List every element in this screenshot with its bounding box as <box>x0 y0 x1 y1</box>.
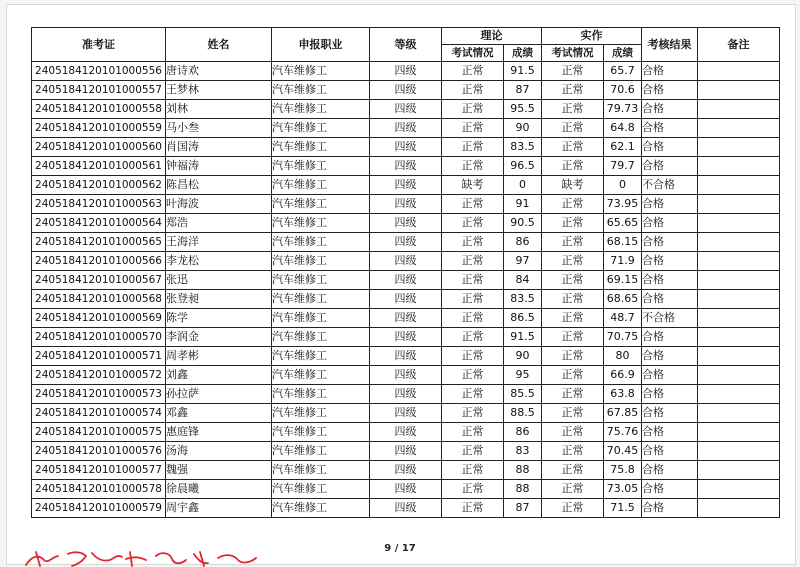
cell-exam-id: 2405184120101000558 <box>32 100 166 119</box>
table-row <box>32 176 780 195</box>
cell-practice-status: 正常 <box>542 366 604 385</box>
cell-level: 四级 <box>370 195 442 214</box>
cell-practice-score: 75.76 <box>604 423 642 442</box>
cell-practice-score: 64.8 <box>604 119 642 138</box>
cell-occupation: 汽车维修工 <box>272 252 370 271</box>
cell-theory-score: 83.5 <box>504 138 542 157</box>
cell-occupation: 汽车维修工 <box>272 385 370 404</box>
cell-practice-status: 正常 <box>542 385 604 404</box>
cell-result: 合格 <box>642 385 698 404</box>
cell-remarks <box>698 499 780 518</box>
cell-practice-status: 正常 <box>542 100 604 119</box>
cell-name: 魏强 <box>166 461 272 480</box>
header-theory-status: 考试情况 <box>442 45 504 62</box>
cell-theory-score: 0 <box>504 176 542 195</box>
cell-practice-status: 正常 <box>542 404 604 423</box>
cell-theory-score: 88 <box>504 480 542 499</box>
cell-practice-status: 正常 <box>542 499 604 518</box>
cell-practice-score: 69.15 <box>604 271 642 290</box>
cell-name: 叶海波 <box>166 195 272 214</box>
cell-exam-id: 2405184120101000560 <box>32 138 166 157</box>
table-row <box>32 404 780 423</box>
table-body <box>32 62 780 518</box>
cell-practice-score: 71.5 <box>604 499 642 518</box>
cell-occupation: 汽车维修工 <box>272 309 370 328</box>
cell-name: 张迅 <box>166 271 272 290</box>
cell-practice-score: 66.9 <box>604 366 642 385</box>
cell-result: 合格 <box>642 138 698 157</box>
cell-result: 合格 <box>642 290 698 309</box>
cell-remarks <box>698 81 780 100</box>
header-remarks: 备注 <box>698 28 780 62</box>
cell-remarks <box>698 157 780 176</box>
cell-theory-status: 正常 <box>442 328 504 347</box>
cell-theory-score: 97 <box>504 252 542 271</box>
results-table <box>31 27 780 518</box>
cell-exam-id: 2405184120101000576 <box>32 442 166 461</box>
cell-exam-id: 2405184120101000569 <box>32 309 166 328</box>
cell-practice-score: 0 <box>604 176 642 195</box>
cell-name: 陈昌松 <box>166 176 272 195</box>
cell-theory-status: 正常 <box>442 461 504 480</box>
header-exam-id: 准考证 <box>32 28 166 62</box>
cell-occupation: 汽车维修工 <box>272 100 370 119</box>
cell-practice-score: 79.7 <box>604 157 642 176</box>
cell-practice-status: 正常 <box>542 423 604 442</box>
cell-level: 四级 <box>370 62 442 81</box>
cell-name: 邓鑫 <box>166 404 272 423</box>
cell-theory-status: 正常 <box>442 81 504 100</box>
table-row <box>32 119 780 138</box>
cell-name: 徐晨曦 <box>166 480 272 499</box>
cell-level: 四级 <box>370 176 442 195</box>
cell-occupation: 汽车维修工 <box>272 461 370 480</box>
cell-theory-status: 缺考 <box>442 176 504 195</box>
cell-practice-status: 正常 <box>542 252 604 271</box>
cell-exam-id: 2405184120101000577 <box>32 461 166 480</box>
header-theory: 理论 <box>442 28 542 45</box>
cell-occupation: 汽车维修工 <box>272 195 370 214</box>
cell-occupation: 汽车维修工 <box>272 480 370 499</box>
cell-practice-score: 73.05 <box>604 480 642 499</box>
cell-exam-id: 2405184120101000574 <box>32 404 166 423</box>
cell-remarks <box>698 62 780 81</box>
cell-practice-status: 正常 <box>542 233 604 252</box>
cell-name: 张登昶 <box>166 290 272 309</box>
cell-name: 钟福涛 <box>166 157 272 176</box>
cell-practice-status: 正常 <box>542 214 604 233</box>
cell-remarks <box>698 404 780 423</box>
cell-practice-score: 80 <box>604 347 642 366</box>
header-practice-status: 考试情况 <box>542 45 604 62</box>
cell-occupation: 汽车维修工 <box>272 138 370 157</box>
cell-theory-status: 正常 <box>442 404 504 423</box>
cell-theory-status: 正常 <box>442 100 504 119</box>
table-row <box>32 442 780 461</box>
header-practice: 实作 <box>542 28 642 45</box>
cell-theory-score: 91.5 <box>504 62 542 81</box>
cell-level: 四级 <box>370 366 442 385</box>
cell-theory-score: 87 <box>504 499 542 518</box>
table-row <box>32 385 780 404</box>
cell-practice-status: 正常 <box>542 195 604 214</box>
cell-occupation: 汽车维修工 <box>272 423 370 442</box>
cell-exam-id: 2405184120101000567 <box>32 271 166 290</box>
cell-result: 合格 <box>642 442 698 461</box>
cell-practice-status: 正常 <box>542 309 604 328</box>
cell-occupation: 汽车维修工 <box>272 328 370 347</box>
cell-practice-score: 67.85 <box>604 404 642 423</box>
cell-remarks <box>698 347 780 366</box>
header-practice-score: 成绩 <box>604 45 642 62</box>
cell-remarks <box>698 461 780 480</box>
cell-theory-score: 91 <box>504 195 542 214</box>
cell-theory-status: 正常 <box>442 138 504 157</box>
cell-level: 四级 <box>370 290 442 309</box>
cell-practice-status: 正常 <box>542 157 604 176</box>
cell-level: 四级 <box>370 404 442 423</box>
cell-remarks <box>698 271 780 290</box>
cell-result: 合格 <box>642 252 698 271</box>
cell-exam-id: 2405184120101000565 <box>32 233 166 252</box>
table-row <box>32 423 780 442</box>
cell-theory-score: 90 <box>504 119 542 138</box>
cell-remarks <box>698 366 780 385</box>
cell-level: 四级 <box>370 347 442 366</box>
cell-theory-score: 95.5 <box>504 100 542 119</box>
cell-result: 合格 <box>642 328 698 347</box>
cell-level: 四级 <box>370 233 442 252</box>
cell-theory-status: 正常 <box>442 499 504 518</box>
cell-theory-status: 正常 <box>442 290 504 309</box>
cell-occupation: 汽车维修工 <box>272 442 370 461</box>
cell-exam-id: 2405184120101000571 <box>32 347 166 366</box>
cell-remarks <box>698 442 780 461</box>
cell-practice-status: 正常 <box>542 347 604 366</box>
cell-theory-status: 正常 <box>442 233 504 252</box>
cell-theory-status: 正常 <box>442 385 504 404</box>
cell-practice-status: 正常 <box>542 480 604 499</box>
cell-remarks <box>698 176 780 195</box>
cell-remarks <box>698 119 780 138</box>
cell-exam-id: 2405184120101000578 <box>32 480 166 499</box>
cell-level: 四级 <box>370 461 442 480</box>
cell-theory-score: 90 <box>504 347 542 366</box>
header-theory-score: 成绩 <box>504 45 542 62</box>
cell-result: 合格 <box>642 214 698 233</box>
cell-practice-score: 73.95 <box>604 195 642 214</box>
cell-practice-score: 70.6 <box>604 81 642 100</box>
cell-practice-score: 68.15 <box>604 233 642 252</box>
cell-result: 不合格 <box>642 176 698 195</box>
header-result: 考核结果 <box>642 28 698 62</box>
cell-name: 汤海 <box>166 442 272 461</box>
cell-name: 周宇鑫 <box>166 499 272 518</box>
table-row <box>32 214 780 233</box>
cell-result: 合格 <box>642 157 698 176</box>
cell-level: 四级 <box>370 214 442 233</box>
cell-result: 合格 <box>642 347 698 366</box>
cell-practice-status: 正常 <box>542 138 604 157</box>
cell-remarks <box>698 290 780 309</box>
cell-result: 合格 <box>642 81 698 100</box>
cell-exam-id: 2405184120101000570 <box>32 328 166 347</box>
table-row <box>32 81 780 100</box>
cell-practice-score: 63.8 <box>604 385 642 404</box>
cell-theory-score: 84 <box>504 271 542 290</box>
cell-occupation: 汽车维修工 <box>272 157 370 176</box>
cell-name: 王海洋 <box>166 233 272 252</box>
table-row <box>32 347 780 366</box>
cell-occupation: 汽车维修工 <box>272 214 370 233</box>
cell-name: 惠庭锋 <box>166 423 272 442</box>
cell-exam-id: 2405184120101000564 <box>32 214 166 233</box>
cell-name: 郑浩 <box>166 214 272 233</box>
cell-practice-score: 70.75 <box>604 328 642 347</box>
cell-occupation: 汽车维修工 <box>272 499 370 518</box>
cell-result: 合格 <box>642 195 698 214</box>
cell-occupation: 汽车维修工 <box>272 347 370 366</box>
cell-exam-id: 2405184120101000561 <box>32 157 166 176</box>
cell-remarks <box>698 195 780 214</box>
cell-level: 四级 <box>370 138 442 157</box>
cell-theory-score: 91.5 <box>504 328 542 347</box>
cell-occupation: 汽车维修工 <box>272 404 370 423</box>
cell-remarks <box>698 138 780 157</box>
cell-level: 四级 <box>370 271 442 290</box>
cell-occupation: 汽车维修工 <box>272 176 370 195</box>
cell-occupation: 汽车维修工 <box>272 81 370 100</box>
cell-theory-score: 86.5 <box>504 309 542 328</box>
cell-theory-status: 正常 <box>442 480 504 499</box>
cell-exam-id: 2405184120101000559 <box>32 119 166 138</box>
cell-level: 四级 <box>370 309 442 328</box>
table-row <box>32 499 780 518</box>
cell-practice-score: 62.1 <box>604 138 642 157</box>
cell-level: 四级 <box>370 328 442 347</box>
cell-practice-status: 正常 <box>542 81 604 100</box>
cell-practice-score: 70.45 <box>604 442 642 461</box>
cell-exam-id: 2405184120101000568 <box>32 290 166 309</box>
cell-theory-score: 86 <box>504 233 542 252</box>
cell-theory-score: 86 <box>504 423 542 442</box>
cell-theory-score: 88 <box>504 461 542 480</box>
cell-name: 孙拉萨 <box>166 385 272 404</box>
cell-level: 四级 <box>370 252 442 271</box>
cell-occupation: 汽车维修工 <box>272 366 370 385</box>
table-row <box>32 328 780 347</box>
cell-result: 不合格 <box>642 309 698 328</box>
cell-level: 四级 <box>370 119 442 138</box>
cell-occupation: 汽车维修工 <box>272 62 370 81</box>
table-row <box>32 62 780 81</box>
cell-theory-status: 正常 <box>442 271 504 290</box>
cell-theory-status: 正常 <box>442 214 504 233</box>
table-row <box>32 290 780 309</box>
cell-exam-id: 2405184120101000562 <box>32 176 166 195</box>
cell-result: 合格 <box>642 423 698 442</box>
cell-remarks <box>698 328 780 347</box>
cell-theory-score: 95 <box>504 366 542 385</box>
cell-exam-id: 2405184120101000575 <box>32 423 166 442</box>
cell-exam-id: 2405184120101000573 <box>32 385 166 404</box>
table-row <box>32 100 780 119</box>
cell-practice-score: 48.7 <box>604 309 642 328</box>
cell-practice-status: 正常 <box>542 290 604 309</box>
cell-result: 合格 <box>642 271 698 290</box>
cell-level: 四级 <box>370 385 442 404</box>
cell-remarks <box>698 309 780 328</box>
cell-theory-score: 87 <box>504 81 542 100</box>
cell-theory-status: 正常 <box>442 195 504 214</box>
table-row <box>32 271 780 290</box>
header-level: 等级 <box>370 28 442 62</box>
cell-remarks <box>698 100 780 119</box>
cell-occupation: 汽车维修工 <box>272 233 370 252</box>
cell-name: 刘鑫 <box>166 366 272 385</box>
cell-theory-score: 83 <box>504 442 542 461</box>
cell-result: 合格 <box>642 404 698 423</box>
cell-level: 四级 <box>370 81 442 100</box>
cell-practice-score: 79.73 <box>604 100 642 119</box>
cell-remarks <box>698 480 780 499</box>
table-row <box>32 480 780 499</box>
cell-name: 周孝彬 <box>166 347 272 366</box>
table-row <box>32 138 780 157</box>
cell-name: 唐诗欢 <box>166 62 272 81</box>
cell-theory-status: 正常 <box>442 442 504 461</box>
cell-theory-status: 正常 <box>442 157 504 176</box>
cell-theory-score: 96.5 <box>504 157 542 176</box>
cell-practice-status: 正常 <box>542 119 604 138</box>
table-row <box>32 157 780 176</box>
cell-level: 四级 <box>370 442 442 461</box>
cell-level: 四级 <box>370 423 442 442</box>
cell-remarks <box>698 252 780 271</box>
cell-result: 合格 <box>642 62 698 81</box>
cell-exam-id: 2405184120101000557 <box>32 81 166 100</box>
cell-practice-status: 缺考 <box>542 176 604 195</box>
table-row <box>32 233 780 252</box>
cell-result: 合格 <box>642 499 698 518</box>
cell-level: 四级 <box>370 480 442 499</box>
cell-name: 马小叁 <box>166 119 272 138</box>
cell-theory-score: 88.5 <box>504 404 542 423</box>
cell-name: 陈学 <box>166 309 272 328</box>
cell-remarks <box>698 385 780 404</box>
cell-result: 合格 <box>642 100 698 119</box>
cell-theory-status: 正常 <box>442 119 504 138</box>
cell-theory-status: 正常 <box>442 62 504 81</box>
cell-name: 肖国涛 <box>166 138 272 157</box>
page-number: 9 / 17 <box>384 543 416 554</box>
cell-result: 合格 <box>642 366 698 385</box>
cell-result: 合格 <box>642 480 698 499</box>
cell-level: 四级 <box>370 100 442 119</box>
table-row <box>32 461 780 480</box>
cell-exam-id: 2405184120101000563 <box>32 195 166 214</box>
cell-remarks <box>698 423 780 442</box>
cell-practice-status: 正常 <box>542 271 604 290</box>
cell-theory-status: 正常 <box>442 366 504 385</box>
cell-result: 合格 <box>642 233 698 252</box>
cell-practice-score: 68.65 <box>604 290 642 309</box>
cell-theory-score: 90.5 <box>504 214 542 233</box>
cell-theory-status: 正常 <box>442 347 504 366</box>
cell-name: 王梦林 <box>166 81 272 100</box>
cell-theory-status: 正常 <box>442 423 504 442</box>
cell-name: 李润金 <box>166 328 272 347</box>
cell-practice-score: 75.8 <box>604 461 642 480</box>
cell-practice-score: 71.9 <box>604 252 642 271</box>
cell-name: 李龙松 <box>166 252 272 271</box>
cell-exam-id: 2405184120101000566 <box>32 252 166 271</box>
header-name: 姓名 <box>166 28 272 62</box>
cell-theory-score: 83.5 <box>504 290 542 309</box>
cell-practice-status: 正常 <box>542 62 604 81</box>
table-row <box>32 366 780 385</box>
cell-theory-score: 85.5 <box>504 385 542 404</box>
cell-result: 合格 <box>642 461 698 480</box>
table-row <box>32 309 780 328</box>
cell-occupation: 汽车维修工 <box>272 290 370 309</box>
cell-practice-score: 65.7 <box>604 62 642 81</box>
cell-theory-status: 正常 <box>442 252 504 271</box>
cell-level: 四级 <box>370 499 442 518</box>
cell-occupation: 汽车维修工 <box>272 119 370 138</box>
table-row <box>32 195 780 214</box>
cell-practice-score: 65.65 <box>604 214 642 233</box>
cell-level: 四级 <box>370 157 442 176</box>
cell-remarks <box>698 214 780 233</box>
header-occupation: 申报职业 <box>272 28 370 62</box>
cell-exam-id: 2405184120101000579 <box>32 499 166 518</box>
cell-theory-status: 正常 <box>442 309 504 328</box>
cell-name: 刘林 <box>166 100 272 119</box>
cell-exam-id: 2405184120101000556 <box>32 62 166 81</box>
cell-result: 合格 <box>642 119 698 138</box>
cell-practice-status: 正常 <box>542 328 604 347</box>
cell-practice-status: 正常 <box>542 442 604 461</box>
handwritten-signature <box>22 548 272 567</box>
cell-occupation: 汽车维修工 <box>272 271 370 290</box>
cell-exam-id: 2405184120101000572 <box>32 366 166 385</box>
table-row <box>32 252 780 271</box>
cell-remarks <box>698 233 780 252</box>
header-row-top <box>32 28 780 45</box>
cell-practice-status: 正常 <box>542 461 604 480</box>
